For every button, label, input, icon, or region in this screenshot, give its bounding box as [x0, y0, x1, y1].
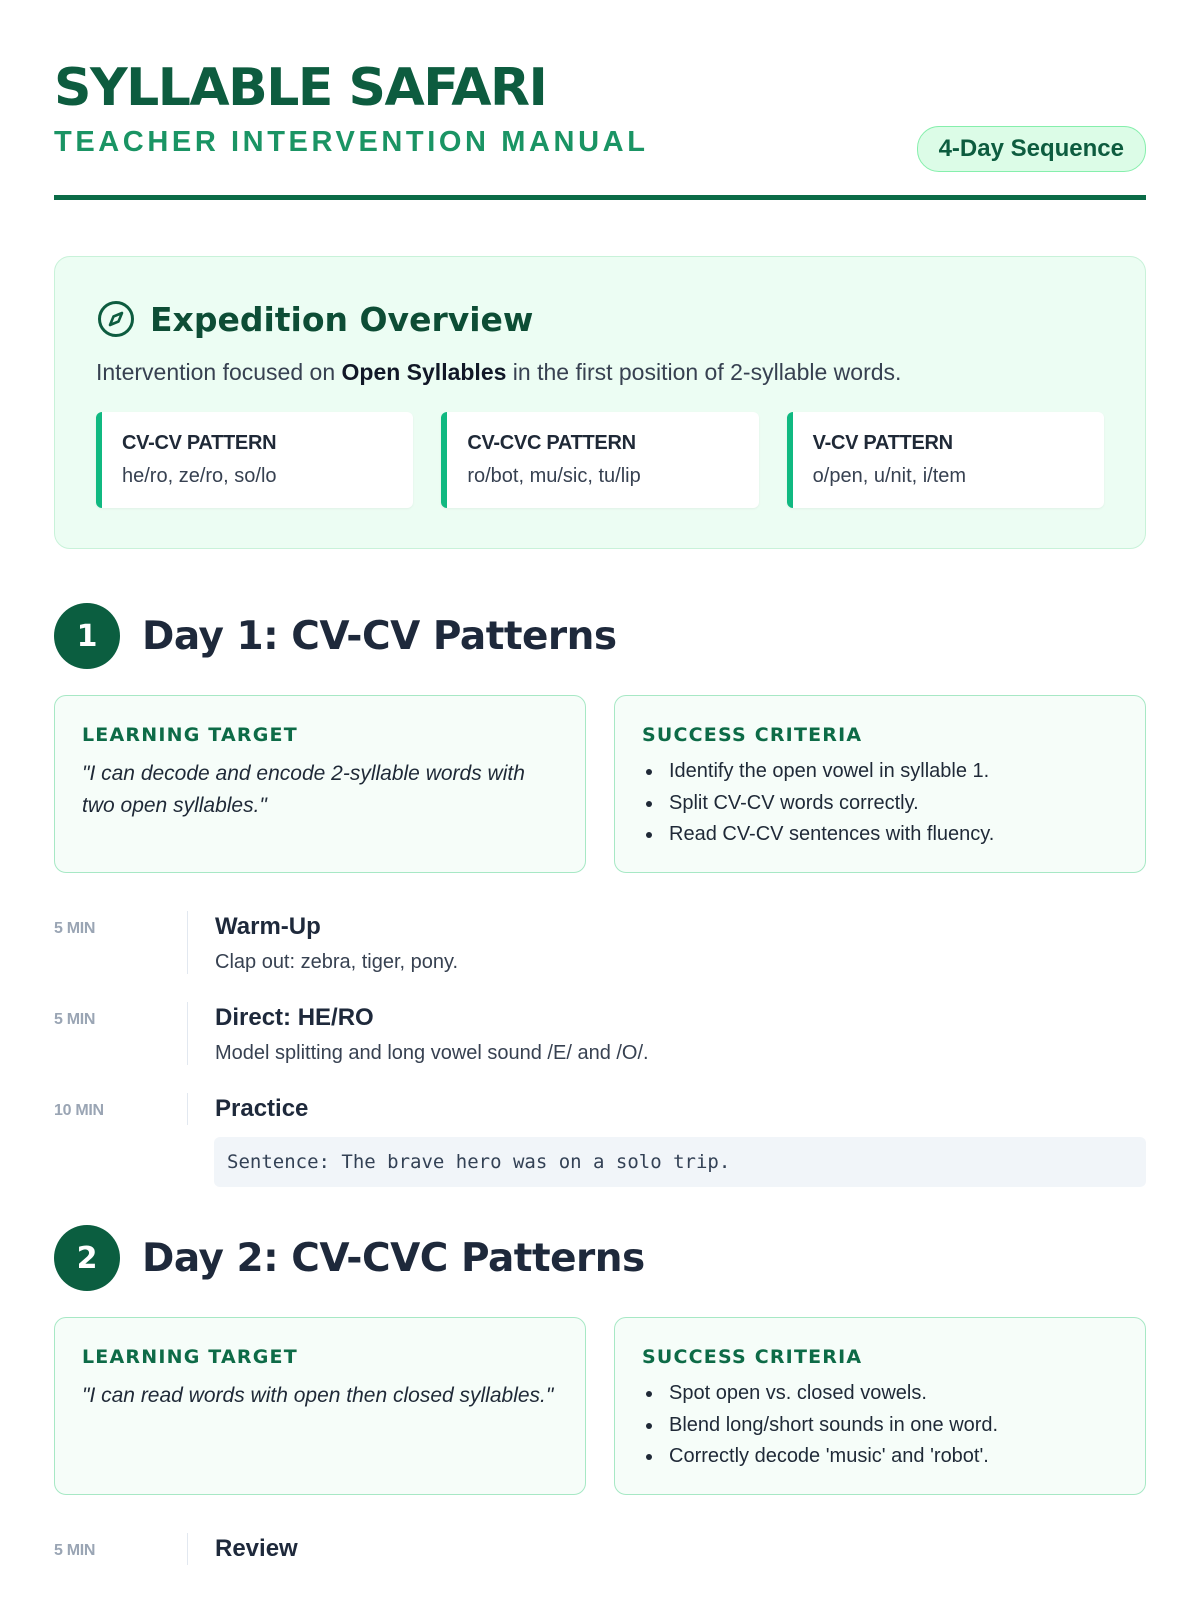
- success-criteria-label: SUCCESS CRITERIA: [642, 1346, 863, 1368]
- success-criteria-label: SUCCESS CRITERIA: [642, 724, 863, 746]
- page-header: [54, 0, 1146, 200]
- pattern-examples: ro/bot, mu/sic, tu/lip: [467, 465, 641, 487]
- overview-heading: [96, 299, 1104, 339]
- step-description: Clap out: zebra, tiger, pony.: [215, 951, 459, 973]
- criteria-item: Blend long/short sounds in one word.: [642, 1410, 1118, 1442]
- criteria-list: [642, 756, 1118, 851]
- day-number-badge: 2: [54, 1225, 120, 1291]
- overview-intro: Intervention focused on Open Syllables in the first position of 2-syllable words.: [96, 359, 902, 385]
- lesson-steps: [54, 1533, 1146, 1565]
- learning-target-label: LEARNING TARGET: [82, 724, 298, 746]
- step-title: Review: [215, 1535, 298, 1562]
- criteria-item: Identify the open vowel in syllable 1.: [642, 756, 1118, 788]
- criteria-item: Correctly decode 'music' and 'robot'.: [642, 1441, 1118, 1473]
- pattern-label: V-CV PATTERN: [812, 432, 953, 454]
- pattern-card-v-cv: [787, 412, 1104, 508]
- pattern-examples: he/ro, ze/ro, so/lo: [122, 465, 277, 487]
- lesson-step: [54, 1093, 1146, 1187]
- day-number-badge: 1: [54, 603, 120, 669]
- pattern-label: CV-CVC PATTERN: [467, 432, 636, 454]
- lesson-steps: [54, 911, 1146, 1187]
- step-duration: 5 MIN: [54, 1011, 96, 1028]
- pattern-list: [96, 412, 1104, 508]
- lesson-step: [54, 1533, 1146, 1565]
- step-duration: 10 MIN: [54, 1102, 104, 1119]
- page-subtitle: TEACHER INTERVENTION MANUAL: [54, 126, 649, 158]
- day-1-section: [54, 603, 1146, 1187]
- success-criteria-card: [614, 1317, 1146, 1495]
- day-cards: [54, 695, 1146, 873]
- compass-icon: [96, 299, 136, 339]
- step-title: Direct: HE/RO: [215, 1004, 374, 1031]
- overview-title: Expedition Overview: [150, 299, 534, 339]
- sequence-badge: 4-Day Sequence: [917, 126, 1146, 172]
- learning-target-card: [54, 695, 586, 873]
- step-duration: 5 MIN: [54, 1542, 96, 1559]
- step-title: Practice: [215, 1095, 309, 1122]
- learning-target-label: LEARNING TARGET: [82, 1346, 298, 1368]
- intro-emphasis: Open Syllables: [341, 359, 507, 385]
- pattern-card-cv-cvc: [441, 412, 758, 508]
- practice-sentence: Sentence: The brave hero was on a solo trip.: [214, 1137, 1146, 1187]
- step-description: Model splitting and long vowel sound /E/ and /O/.: [215, 1042, 649, 1064]
- day-cards: [54, 1317, 1146, 1495]
- pattern-label: CV-CV PATTERN: [122, 432, 277, 454]
- criteria-item: Read CV-CV sentences with fluency.: [642, 819, 1118, 851]
- lesson-step: [54, 911, 1146, 974]
- learning-target-text: "I can decode and encode 2-syllable words with two open syllables.": [82, 762, 525, 817]
- pattern-card-cv-cv: [96, 412, 413, 508]
- learning-target-text: "I can read words with open then closed syllables.": [82, 1384, 554, 1407]
- lesson-step: [54, 1002, 1146, 1065]
- learning-target-card: [54, 1317, 586, 1495]
- criteria-item: Split CV-CV words correctly.: [642, 788, 1118, 820]
- day-heading: [54, 1225, 1146, 1291]
- criteria-item: Spot open vs. closed vowels.: [642, 1378, 1118, 1410]
- page-title: SYLLABLE SAFARI: [54, 58, 547, 118]
- pattern-examples: o/pen, u/nit, i/tem: [812, 465, 967, 487]
- criteria-list: [642, 1378, 1118, 1473]
- expedition-overview: [54, 256, 1146, 549]
- day-heading: [54, 603, 1146, 669]
- day-title: Day 1: CV-CV Patterns: [142, 613, 617, 659]
- step-title: Warm-Up: [215, 913, 321, 940]
- day-title: Day 2: CV-CVC Patterns: [142, 1235, 645, 1281]
- success-criteria-card: [614, 695, 1146, 873]
- day-2-section: [54, 1225, 1146, 1565]
- step-duration: 5 MIN: [54, 920, 96, 937]
